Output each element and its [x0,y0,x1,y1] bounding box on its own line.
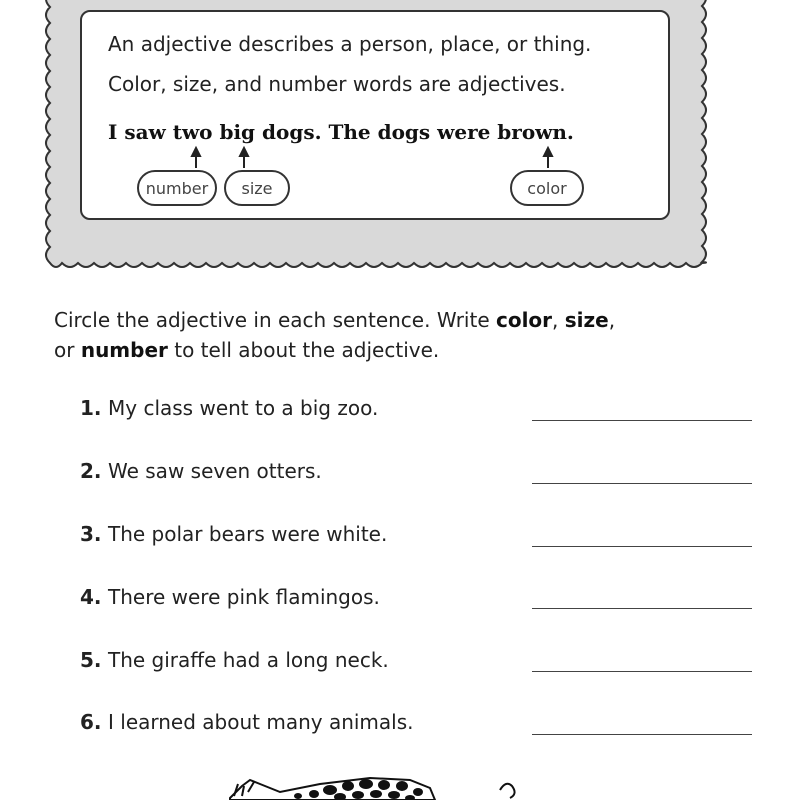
answer-line-6[interactable] [532,734,752,735]
label-number: number [137,170,217,206]
answer-line-5[interactable] [532,671,752,672]
giraffe-illustration [220,770,540,800]
exercise-item-2 [80,459,322,483]
instructions-text-3: to tell about the adjective. [167,338,440,362]
item-sentence: My class went to a big zoo. [108,396,379,420]
answer-line-4[interactable] [532,608,752,609]
instructions-text-2: or [54,338,81,362]
instructions-text: Circle the adjective in each sentence. Write [54,308,496,332]
keyword-size: size [564,308,609,332]
label-size: size [224,170,290,206]
item-sentence: The polar bears were white. [108,522,388,546]
keyword-color: color [495,308,553,332]
label-color: color [510,170,584,206]
item-number: 2. [80,459,102,483]
exercise-item-4 [80,585,380,609]
rule-inner-box [80,10,670,220]
item-number: 3. [80,522,102,546]
item-number: 4. [80,585,102,609]
item-sentence: I learned about many animals. [108,710,414,734]
exercise-item-5 [80,648,389,672]
instructions [54,305,754,365]
keyword-number: number [80,338,168,362]
exercise-item-3 [80,522,387,546]
item-sentence: We saw seven otters. [108,459,322,483]
item-number: 6. [80,710,102,734]
item-number: 5. [80,648,102,672]
item-sentence: There were pink flamingos. [108,585,380,609]
rule-examples-note: Color, size, and number words are adjectives. [108,72,566,96]
answer-line-3[interactable] [532,546,752,547]
instructions-separator: , [552,308,565,332]
exercise-item-1 [80,396,378,420]
item-sentence: The giraffe had a long neck. [108,648,389,672]
instructions-comma: , [608,308,616,332]
rule-box [40,0,712,275]
answer-line-2[interactable] [532,483,752,484]
rule-definition: An adjective describes a person, place, or thing. [108,32,592,56]
exercise-item-6 [80,710,414,734]
item-number: 1. [80,396,102,420]
answer-line-1[interactable] [532,420,752,421]
example-sentence: I saw two big dogs. The dogs were brown. [108,120,574,144]
